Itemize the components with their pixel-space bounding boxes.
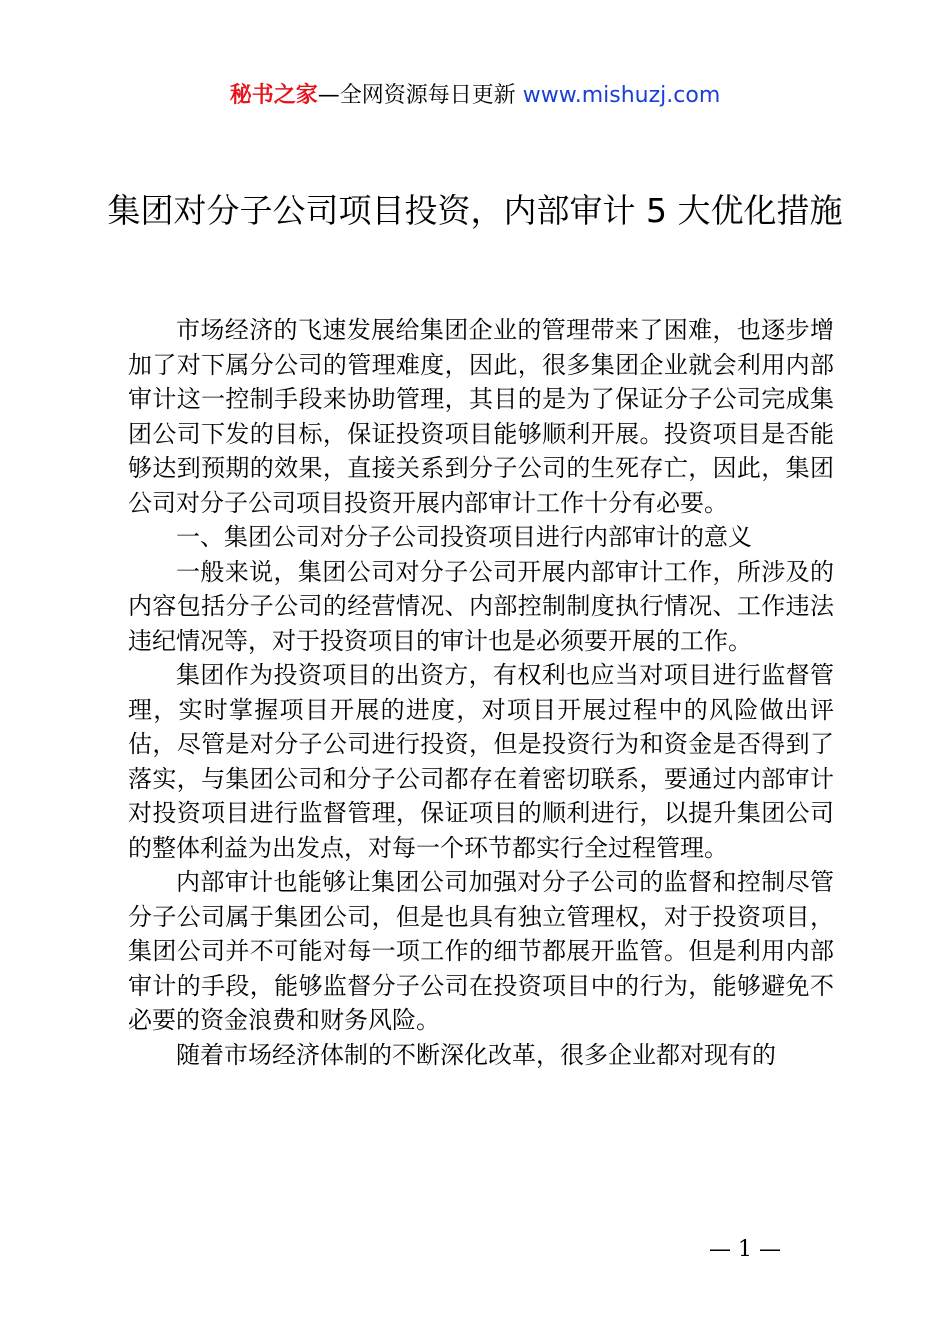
section-heading-1: 一、集团公司对分子公司投资项目进行内部审计的意义 — [176, 523, 752, 551]
paragraph: 随着市场经济体制的不断深化改革，很多企业都对现有的 — [176, 1040, 776, 1069]
paragraph: 内部审计也能够让集团公司加强对分子公司的监督和控制尽管分子公司属于集团公司，但是也具有独立管理权，对于投资项目，集团公司并不可能对每一项工作的细节都展开监管。但是利用内部审计的手段，能够监督分子公司在投资项目中的行为，能够避免不必要的资金浪费和财务风险。 — [128, 868, 834, 1034]
site-slogan: —全网资源每日更新 — [317, 83, 516, 108]
site-header — [0, 80, 950, 112]
site-brand: 秘书之家 — [229, 83, 318, 108]
document-body — [128, 313, 834, 1072]
page-number: — 1 — — [709, 1237, 781, 1262]
paragraph: 集团作为投资项目的出资方，有权利也应当对项目进行监督管理，实时掌握项目开展的进度，对项目开展过程中的风险做出评估，尽管是对分子公司进行投资，但是投资行为和资金是否得到了落实，与集团公司和分子公司都存在着密切联系，要通过内部审计对投资项目进行监督管理，保证项目的顺利进行，以提升集团公司的整体利益为出发点，对每一个环节都实行全过程管理。 — [128, 661, 834, 862]
site-url-link[interactable]: www.mishuzj.com — [522, 83, 721, 108]
paragraph: 一般来说，集团公司对分子公司开展内部审计工作，所涉及的内容包括分子公司的经营情况、内部控制制度执行情况、工作违法违纪情况等，对于投资项目的审计也是必须要开展的工作。 — [128, 557, 834, 655]
document-title: 集团对分子公司项目投资，内部审计 5 大优化措施 — [107, 191, 843, 230]
paragraph-intro: 市场经济的飞速发展给集团企业的管理带来了困难，也逐步增加了对下属分公司的管理难度，因此，很多集团企业就会利用内部审计这一控制手段来协助管理，其目的是为了保证分子公司完成集团公司下发的目标，保证投资项目能够顺利开展。投资项目是否能够达到预期的效果，直接关系到分子公司的生死存亡，因此，集团公司对分子公司项目投资开展内部审计工作十分有必要。 — [128, 316, 834, 517]
